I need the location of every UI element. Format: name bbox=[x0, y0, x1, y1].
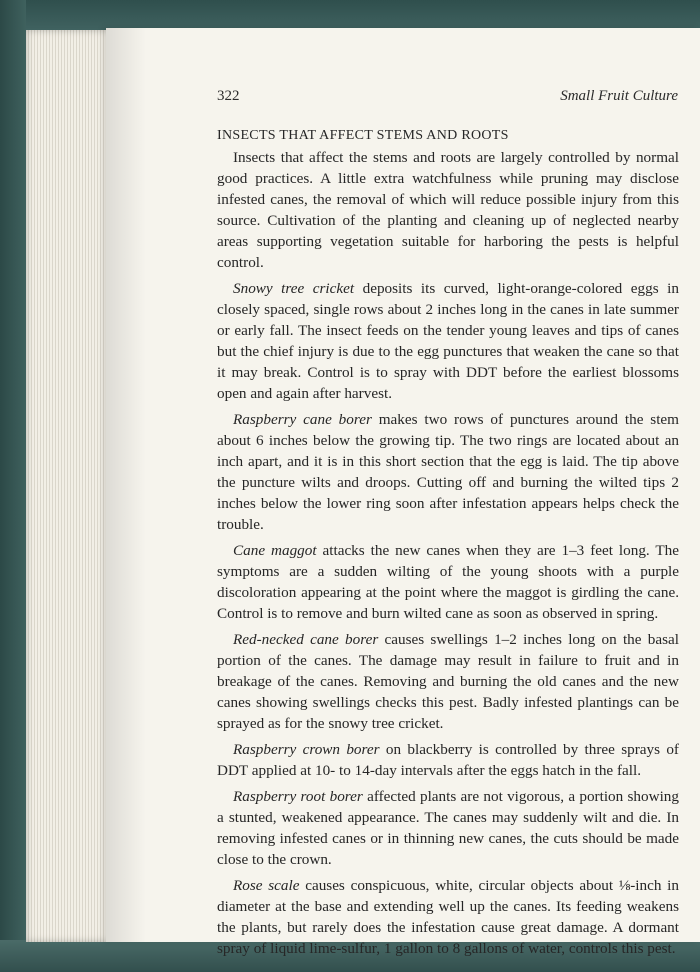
pest-paragraph bbox=[217, 278, 679, 404]
pest-paragraph bbox=[217, 786, 679, 870]
intro-paragraph: Insects that affect the stems and roots are largely controlled by normal good practices. A little extra watchfulness while pruning may disclose infested canes, the removal of which will reduce possible injury from this source. Cultivation of the planting and cleaning up of neglected nearby areas supporting vegetation suitable for harboring the pests is helpful control. bbox=[217, 149, 679, 271]
pest-paragraph bbox=[217, 409, 679, 535]
pest-name: Rose scale bbox=[233, 877, 300, 894]
pest-description: causes conspicuous, white, circular objects about ⅛-inch in diameter at the base and extending well up the canes. Its feeding weakens the plants, but rarely does the infestation cause great damage. A dormant spray of liquid lime-sulfur, 1 gallon to 8 gallons of water, controls this pest. bbox=[217, 877, 679, 957]
pest-name: Red-necked cane borer bbox=[233, 631, 379, 648]
pest-paragraph bbox=[217, 629, 679, 734]
page-gutter-shadow bbox=[106, 28, 146, 942]
page-stack-edges bbox=[26, 30, 118, 942]
pest-paragraph bbox=[217, 875, 679, 959]
pest-paragraph bbox=[217, 540, 679, 624]
pest-name: Cane maggot bbox=[233, 542, 317, 559]
pest-description: causes swellings 1–2 inches long on the basal portion of the canes. The damage may result in failure to fruit and in breakage of the canes. Removing and burning the old canes and the new canes showing swellings checks this pest. Badly infested plantings can be sprayed as for the snowy tree cricket. bbox=[217, 631, 679, 732]
pest-name: Raspberry crown borer bbox=[233, 741, 380, 758]
running-title: Small Fruit Culture bbox=[560, 88, 678, 104]
section-heading: INSECTS THAT AFFECT STEMS AND ROOTS bbox=[217, 128, 509, 143]
pest-description: deposits its curved, light-orange-colored eggs in closely spaced, single rows about 2 inches long in the canes in late summer or early fall. The insect feeds on the tender young leaves and tips of canes but the chief injury is due to the egg punctures that weaken the cane so that it may break. Control is to spray with DDT before the earliest blossoms open and again after harvest. bbox=[217, 280, 679, 402]
page-body bbox=[217, 125, 679, 964]
book-spine-edge bbox=[0, 0, 26, 972]
pest-description: attacks the new canes when they are 1–3 feet long. The symptoms are a sudden wilting of the young shoots with a purple discoloration appearing at the point where the maggot is girdling the cane. Control is to remove and burn wilted cane as soon as observed in spring. bbox=[217, 542, 679, 622]
pest-name: Raspberry root borer bbox=[233, 788, 363, 805]
pest-name: Raspberry cane borer bbox=[233, 411, 372, 428]
pest-description: on blackberry is controlled by three sprays of DDT applied at 10- to 14-day intervals after the eggs hatch in the fall. bbox=[217, 741, 679, 779]
pest-name: Snowy tree cricket bbox=[233, 280, 355, 297]
pest-paragraph bbox=[217, 739, 679, 781]
pest-description: affected plants are not vigorous, a portion showing a stunted, weakened appearance. The canes may suddenly wilt and die. In removing infested canes or in thinning new canes, the cuts should be made close to the crown. bbox=[217, 788, 679, 868]
pest-description: makes two rows of punctures around the stem about 6 inches below the growing tip. The two rings are located about an inch apart, and it is in this short section that the egg is laid. The tip above the puncture wilts and droops. Cutting off and burning the wilted tips 2 inches below the lower ring soon after infestation appears helps check the trouble. bbox=[217, 411, 679, 533]
page-number: 322 bbox=[217, 88, 240, 104]
